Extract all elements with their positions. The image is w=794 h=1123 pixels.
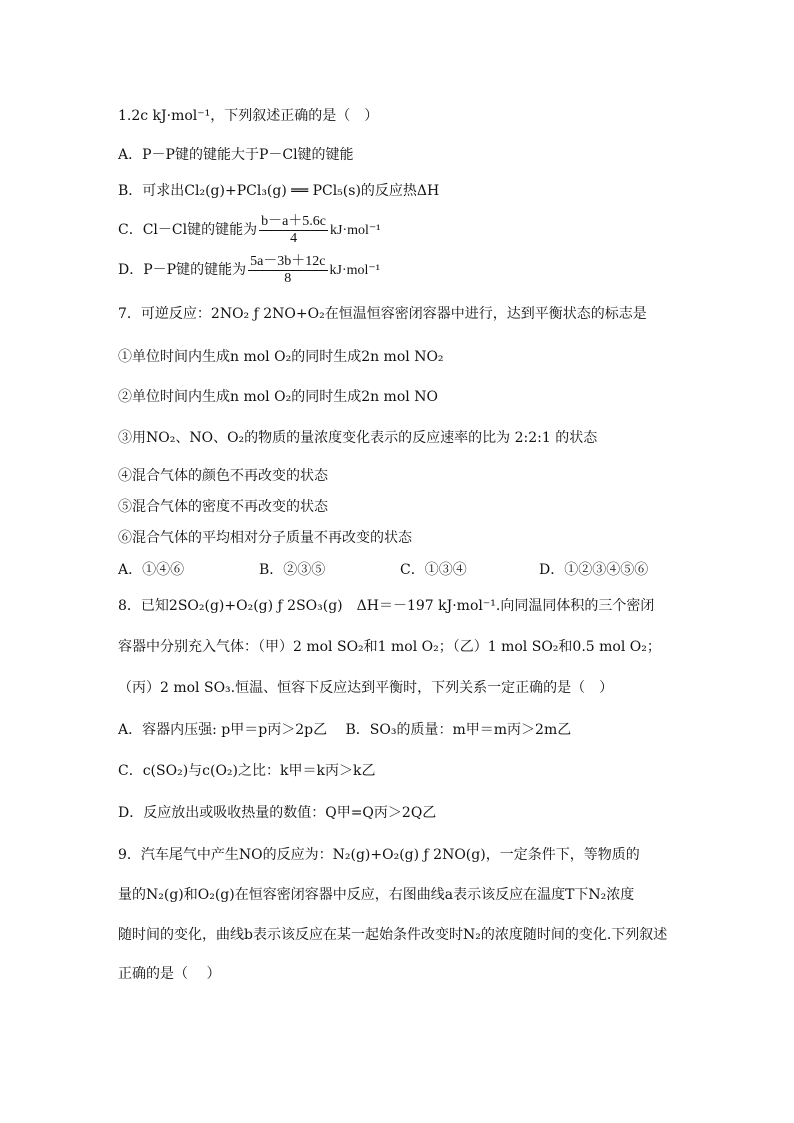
q7-stem: 7．可逆反应：2NO₂ ƒ 2NO+O₂在恒温恒容密闭容器中进行，达到平衡状态的标志是 (118, 306, 647, 322)
q9-stem-line-1: 9．汽车尾气中产生NO的反应为：N₂(g)+O₂(g) ƒ 2NO(g)，一定条件下，等物质的 (118, 847, 640, 863)
q6-option-b: B．可求出Cl₂(g)+PCl₃(g) ══ PCl₅(s)的反应热ΔH (118, 183, 440, 199)
fraction: $\frac{b-a+5.6c}{4}$ (261, 213, 327, 246)
q8-stem-line-1: 8．已知2SO₂(g)+O₂(g) ƒ 2SO₃(g) ΔH＝－197 kJ·mol⁻¹.向同温同体积的三个密闭 (118, 598, 655, 614)
q9-stem-line-3: 随时间的变化，曲线b表示该反应在某一起始条件改变时N₂的浓度随时间的变化.下列叙述 (118, 927, 668, 943)
q8-option-ab: A．容器内压强: p甲＝p丙＞2p乙 B．SO₃的质量：m甲＝m丙＞2m乙 (118, 722, 572, 738)
q7-statement-3: ③用NO₂、NO、O₂的物质的量浓度变化表示的反应速率的比为 2:2:1 的状态 (118, 430, 598, 446)
q7-statement-1: ①单位时间内生成n mol O₂的同时生成2n mol NO₂ (118, 349, 444, 365)
q7-option-b: B．②③⑤ (259, 562, 326, 578)
q7-option-d: D．①②③④⑤⑥ (539, 562, 649, 578)
q8-option-c: C．c(SO₂)与c(O₂)之比：k甲＝k丙＞k乙 (118, 763, 376, 779)
q8-stem-line-2: 容器中分别充入气体：（甲）2 mol SO₂和1 mol O₂；（乙）1 mol SO₂和0.5 mol O₂； (118, 639, 661, 655)
q7-option-a: A．①④⑥ (118, 562, 185, 578)
q6-option-d: D．P－P键的键能为 $\frac{5a-3b+12c}{8}$ kJ·mol⁻¹ (118, 253, 380, 286)
fraction: $\frac{5a-3b+12c}{8}$ (250, 253, 326, 286)
q7-statement-6: ⑥混合气体的平均相对分子质量不再改变的状态 (118, 530, 412, 546)
q8-stem-line-3: （丙）2 mol SO₃.恒温、恒容下反应达到平衡时，下列关系一定正确的是（ ） (118, 680, 614, 696)
q7-statement-4: ④混合气体的颜色不再改变的状态 (118, 468, 328, 484)
q7-option-c: C．①③④ (400, 562, 467, 578)
q8-option-d: D．反应放出或吸收热量的数值：Q甲=Q丙＞2Q乙 (118, 805, 437, 821)
q6-option-a: A．P－P键的键能大于P－Cl键的键能 (118, 147, 354, 163)
q9-stem-line-4: 正确的是（ ） (118, 966, 221, 982)
q7-statement-5: ⑤混合气体的密度不再改变的状态 (118, 499, 328, 515)
q6-option-c: C．Cl－Cl键的键能为 $\frac{b-a+5.6c}{4}$ kJ·mol⁻¹ (118, 213, 381, 246)
q7-statement-2: ②单位时间内生成n mol O₂的同时生成2n mol NO (118, 389, 438, 405)
q9-stem-line-2: 量的N₂(g)和O₂(g)在恒容密闭容器中反应，右图曲线a表示该反应在温度T下N₂浓度 (118, 887, 635, 903)
q6-head: 1.2c kJ·mol⁻¹，下列叙述正确的是（ ） (118, 108, 379, 124)
